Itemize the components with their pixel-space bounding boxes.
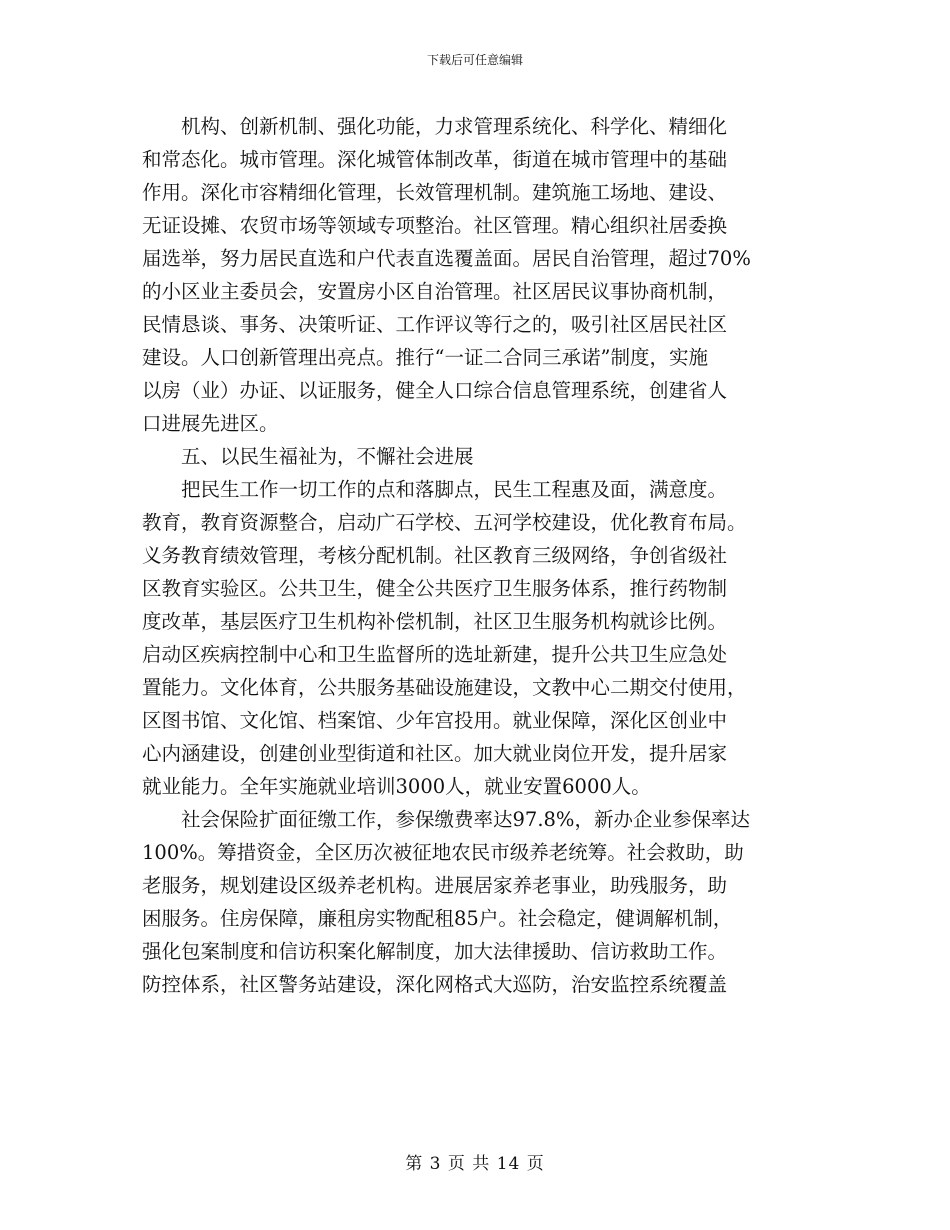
text-line: 区图书馆、文化馆、档案馆、少年宫投用。就业保障，深化区创业中 <box>142 709 728 732</box>
text-line: 心内涵建设，创建创业型街道和社区。加大就业岗位开发，提升居家 <box>142 742 728 765</box>
text-line: 区教育实验区。公共卫生，健全公共医疗卫生服务体系，推行药物制 <box>142 577 728 600</box>
text-line: 社会保险扩面征缴工作，参保缴费率达97.8%，新办企业参保率达 <box>142 808 750 831</box>
text-line: 困服务。住房保障，廉租房实物配租85户。社会稳定，健调解机制， <box>142 907 733 930</box>
text-line: 口进展先进区。 <box>142 412 279 435</box>
text-line: 和常态化。城市管理。深化城管体制改革，街道在城市管理中的基础 <box>142 148 728 171</box>
paragraph-social-security <box>142 803 810 1001</box>
page-number-footer: 第 3 页 共 14 页 <box>405 1154 545 1174</box>
text-line: 无证设摊、农贸市场等领域专项整治。社区管理。精心组织社居委换 <box>142 214 728 237</box>
text-line: 把民生工作一切工作的点和落脚点，民生工程惠及面，满意度。 <box>142 478 728 501</box>
paragraph-livelihood <box>142 473 810 803</box>
page-header-note: 下载后可任意编辑 <box>426 53 523 67</box>
text-line: 度改革，基层医疗卫生机构补偿机制，社区卫生服务机构就诊比例。 <box>142 610 728 633</box>
text-line: 义务教育绩效管理，考核分配机制。社区教育三级网络，争创省级社 <box>142 544 728 567</box>
text-line: 民情恳谈、事务、决策听证、工作评议等行之的，吸引社区居民社区 <box>142 313 728 336</box>
text-line: 五、以民生福祉为，不懈社会进展 <box>142 445 474 468</box>
text-line: 机构、创新机制、强化功能，力求管理系统化、科学化、精细化 <box>142 115 728 138</box>
text-line: 作用。深化市容精细化管理，长效管理机制。建筑施工场地、建设、 <box>142 181 728 204</box>
document-body <box>142 110 810 1001</box>
paragraph-governance <box>142 110 810 440</box>
text-line: 以房（业）办证、以证服务，健全人口综合信息管理系统，创建省人 <box>142 379 728 402</box>
text-line: 强化包案制度和信访积案化解制度，加大法律援助、信访救助工作。 <box>142 940 728 963</box>
text-line: 启动区疾病控制中心和卫生监督所的选址新建，提升公共卫生应急处 <box>142 643 728 666</box>
text-line: 防控体系，社区警务站建设，深化网格式大巡防，治安监控系统覆盖 <box>142 973 728 996</box>
text-line: 届选举，努力居民直选和户代表直选覆盖面。居民自治管理，超过70% <box>142 247 751 270</box>
text-line: 100%。筹措资金，全区历次被征地农民市级养老统筹。社会救助，助 <box>142 841 744 864</box>
text-line: 就业能力。全年实施就业培训3000人，就业安置6000人。 <box>142 775 651 798</box>
section-heading <box>142 440 810 473</box>
text-line: 老服务，规划建设区级养老机构。进展居家养老事业，助残服务，助 <box>142 874 728 897</box>
text-line: 教育，教育资源整合，启动广石学校、五河学校建设，优化教育布局。 <box>142 511 747 534</box>
text-line: 的小区业主委员会，安置房小区自治管理。社区居民议事协商机制， <box>142 280 728 303</box>
text-line: 建设。人口创新管理出亮点。推行“一证二合同三承诺”制度，实施 <box>142 346 708 369</box>
text-line: 置能力。文化体育，公共服务基础设施建设，文教中心二期交付使用， <box>142 676 747 699</box>
